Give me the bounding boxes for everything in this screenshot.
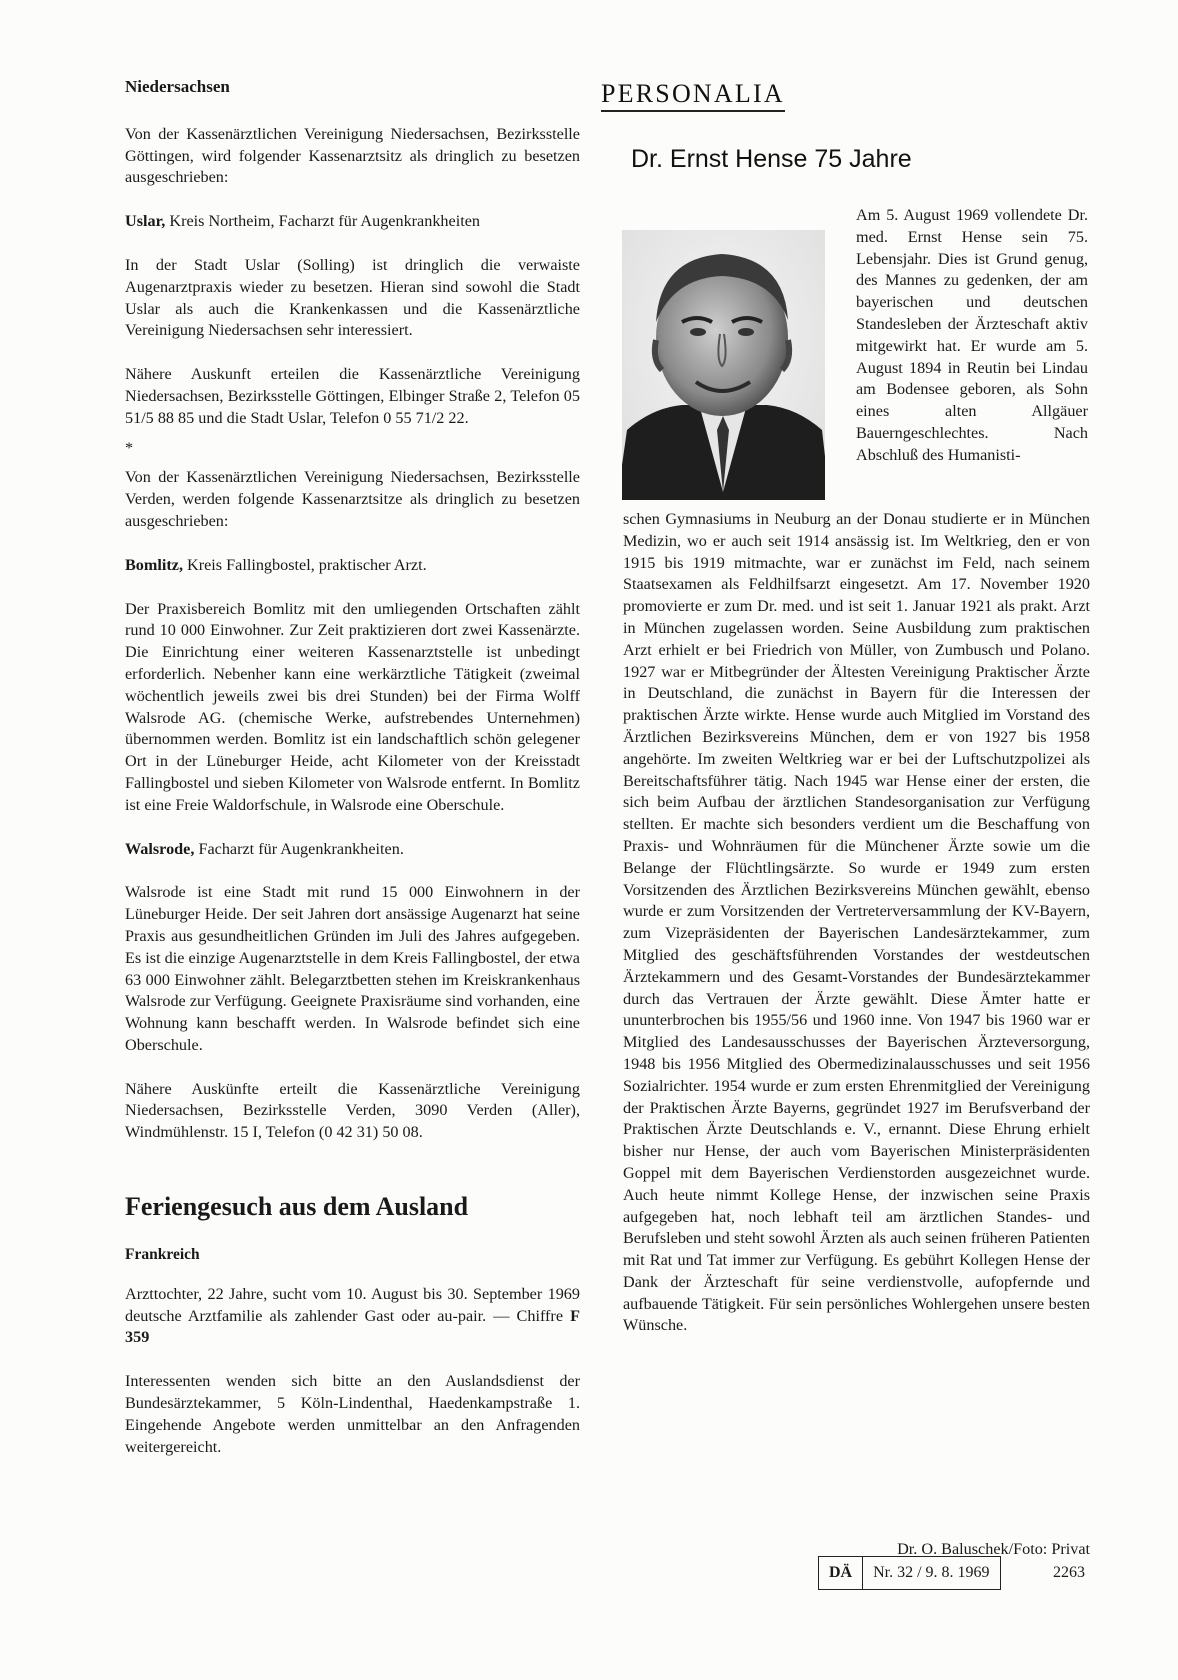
walsrode-text: Walsrode ist eine Stadt mit rund 15 000 Einwohnern in der Lüneburger Heide. Der seit Jahren dort ansässige Augenarzt hat seine Praxis aus gesundheitlichen Gründen im Juli des Jahres aufgegeben. Es ist die einzige Augenarztstelle in dem Kreis Fallingbostel, der etwa 63 000 Einwohner zählt. Belegarztbetten stehen im Kreiskrankenhaus Walsrode zur Verfügung. Geeignete Praxisräume sind vorhanden, eine Wohnung kann beschafft werden. In Walsrode befindet sich eine Oberschule. <box>125 883 580 1054</box>
uslar-title-rest: Kreis Northeim, Facharzt für Augenkrankheiten <box>165 212 480 231</box>
ferien-contact: Interessenten wenden sich bitte an den Auslandsdienst der Bundesärztekammer, 5 Köln-Lindenthal, Haedenkampstraße 1. Eingehende Angebote werden unmittelbar an den Anfragenden weitergereicht. <box>125 1372 580 1456</box>
frankreich-heading: Frankreich <box>125 1246 200 1264</box>
walsrode-title: Walsrode, <box>125 839 195 858</box>
walsrode-contact: Nähere Auskünfte erteilt die Kassenärztliche Vereinigung Niedersachsen, Bezirksstelle Verden, 3090 Verden (Aller), Windmühlenstr. 15 I, Telefon (0 42 31) 50 08. <box>125 1079 580 1142</box>
chiffre: F 359 <box>125 1306 580 1347</box>
uslar-heading <box>125 211 580 233</box>
uslar-contact: Nähere Auskunft erteilen die Kassenärztliche Vereinigung Niedersachsen, Bezirksstelle Göttingen, Elbinger Straße 2, Telefon 05 51/5 88 85 und die Stadt Uslar, Telefon 0 55 71/2 22. <box>125 365 580 427</box>
bio-intro <box>856 205 1088 467</box>
section-heading-niedersachsen: Niedersachsen <box>125 77 230 96</box>
ferien-text-body: Arzttochter, 22 Jahre, sucht vom 10. August bis 30. September 1969 deutsche Arztfamilie als zahlender Gast oder au-pair. — Chiffre <box>125 1284 580 1325</box>
issue-info: Nr. 32 / 9. 8. 1969 <box>873 1564 990 1581</box>
issue-box <box>818 1556 1001 1590</box>
bomlitz-title-rest: Kreis Fallingbostel, praktischer Arzt. <box>183 555 427 574</box>
bomlitz-text: Der Praxisbereich Bomlitz mit den umliegenden Ortschaften zählt rund 10 000 Einwohner. Zur Zeit praktizieren dort zwei Kassenärzte. Die Einrichtung einer weiteren Kassenarztstelle ist unbedingt erforderlich. Nebenher kann eine werkärztliche Tätigkeit (zweimal wöchentlich jeweils zwei bis drei Stunden) bei der Firma Wolff Walsrode AG. (chemische Werke, aufstrebendes Unternehmen) übernommen werden. Bomlitz ist ein landschaftlich schön gelegener Ort in der Lüneburger Heide, acht Kilometer von der Kreisstadt Fallingbostel und sieben Kilometer von Walsrode entfernt. In Bomlitz ist eine Freie Waldorfschule, in Walsrode eine Oberschule. <box>125 599 580 814</box>
section-label-personalia: PERSONALIA <box>601 80 785 112</box>
walsrode-heading <box>125 839 580 861</box>
section-heading-feriengesuch: Feriengesuch aus dem Ausland <box>125 1192 469 1222</box>
separator-star: * <box>125 438 134 457</box>
bio-main <box>623 509 1090 1337</box>
bomlitz-title: Bomlitz, <box>125 555 183 574</box>
intro-verden: Von der Kassenärztlichen Vereinigung Niedersachsen, Bezirksstelle Verden, werden folgende Kassenarztsitze als dringlich zu besetzen ausgeschrieben: <box>125 468 580 530</box>
article-title: Dr. Ernst Hense 75 Jahre <box>631 145 912 173</box>
author-signature: Dr. O. Baluschek/Foto: Privat <box>897 1540 1090 1558</box>
page-number: 2263 <box>1053 1564 1085 1581</box>
portrait-photo <box>622 230 825 500</box>
ferien-text <box>125 1284 580 1349</box>
left-column <box>125 76 580 1458</box>
uslar-text: In der Stadt Uslar (Solling) ist dringlich die verwaiste Augenarztpraxis wieder zu besetzen. Hieran sind sowohl die Stadt Uslar als auch die Krankenkassen und die Kassenärztliche Vereinigung Niedersachsen sehr interessiert. <box>125 255 580 340</box>
walsrode-title-rest: Facharzt für Augenkrankheiten. <box>194 839 404 858</box>
bio-intro-text: Am 5. August 1969 vollendete Dr. med. Ernst Hense sein 75. Lebensjahr. Dies ist Grund genug, des Mannes zu gedenken, der am bayerischen und deutschen Standesleben der Ärzteschaft aktiv mitgewirkt hat. Er wurde am 5. August 1894 in Reutin bei Lindau am Bodensee geboren, als Sohn eines alten Allgäuer Bauerngeschlechtes. Nach Abschluß des Humanisti- <box>856 206 1088 464</box>
journal-logo: DÄ <box>819 1557 863 1589</box>
bomlitz-heading <box>125 555 580 577</box>
uslar-title: Uslar, <box>125 212 166 231</box>
intro-goettingen: Von der Kassenärztlichen Vereinigung Niedersachsen, Bezirksstelle Göttingen, wird folgender Kassenarztsitz als dringlich zu besetzen ausgeschrieben: <box>125 124 580 187</box>
bio-main-text: schen Gymnasiums in Neuburg an der Donau studierte er in München Medizin, wo er auch seit 1914 ansässig ist. Im Weltkrieg, den er von 1915 bis 1919 mitmachte, war er zunächst im Feld, nach seinem Staatsexamen als Feldhilfsarzt eingesetzt. Am 17. November 1920 promovierte er zum Dr. med. und ist seit 1. Januar 1921 als prakt. Arzt in München zugelassen worden. Seine Ausbildung zum praktischen Arzt erhielt er bei Friedrich von Müller, von Zumbusch und Polano. 1927 war er Mitbegründer der Ältesten Vereinigung Praktischer Ärzte in Deutschland, die zunächst in Bayern für die Interessen der praktischen Ärzte wirkte. Hense wurde auch Mitglied im Vorstand des Ärztlichen Bezirksvereins München, dem er von 1927 bis 1958 angehörte. Im zweiten Weltkrieg war er bei der Luftschutzpolizei als Bereitschaftsführer tätig. Nach 1945 war Hense einer der ersten, die sich beim Aufbau der ärztlichen Standesorganisation zur Verfügung stellten. Er machte sich besonders verdient um die Beschaffung von Praxis- und Wohnräumen für die Münchener Ärzte sowie um die Belange der Flüchtlingsärzte. So wurde er 1949 zum ersten Vorsitzenden des Ärztlichen Bezirksvereins München gewählt, ebenso wurde er zum Vorsitzenden der Vertreterversammlung der KV-Bayern, zum Vizepräsidenten der Bayerischen Landesärztekammer, zum Mitglied des geschäftsführenden Vorstandes der westdeutschen Ärztekammern und des Gesamt-Vorstandes der Bundesärztekammer durch das Vertrauen der Ärzte gewählt. Diese Ämter hatte er ununterbrochen bis 1955/56 und 1960 inne. Von 1947 bis 1960 war er Mitglied des Landesausschusses der Bayerischen Ärzteversorgung, 1948 bis 1956 Mitglied des Obermedizinalausschusses und seit 1956 Sozialrichter. 1954 wurde er zum ersten Ehrenmitglied der Vereinigung der Praktischen Ärzte Bayerns, gegründet 1927 im Berufsverband der Praktischen Ärzte Deutschlands e. V., ernannt. Diese Ehrung erhielt bisher nur Hense, der auch vom Bayerischen Ministerpräsidenten Goppel mit dem Bayerischen Verdienstorden ausgezeichnet wurde. Auch heute nimmt Kollege Hense, der inzwischen seine Praxis aufgegeben hat, noch lebhaft teil am ärztlichen Standes- und Berufsleben und steht sowohl Ärzten als auch seinen früheren Patienten mit Rat und Tat immer zur Verfügung. Es gebührt Kollegen Hense der Dank der Ärzteschaft für seine verdienstvolle, aufopfernde und aufbauende Tätigkeit. Für sein persönliches Wohlergehen unsere besten Wünsche. <box>623 510 1090 1335</box>
